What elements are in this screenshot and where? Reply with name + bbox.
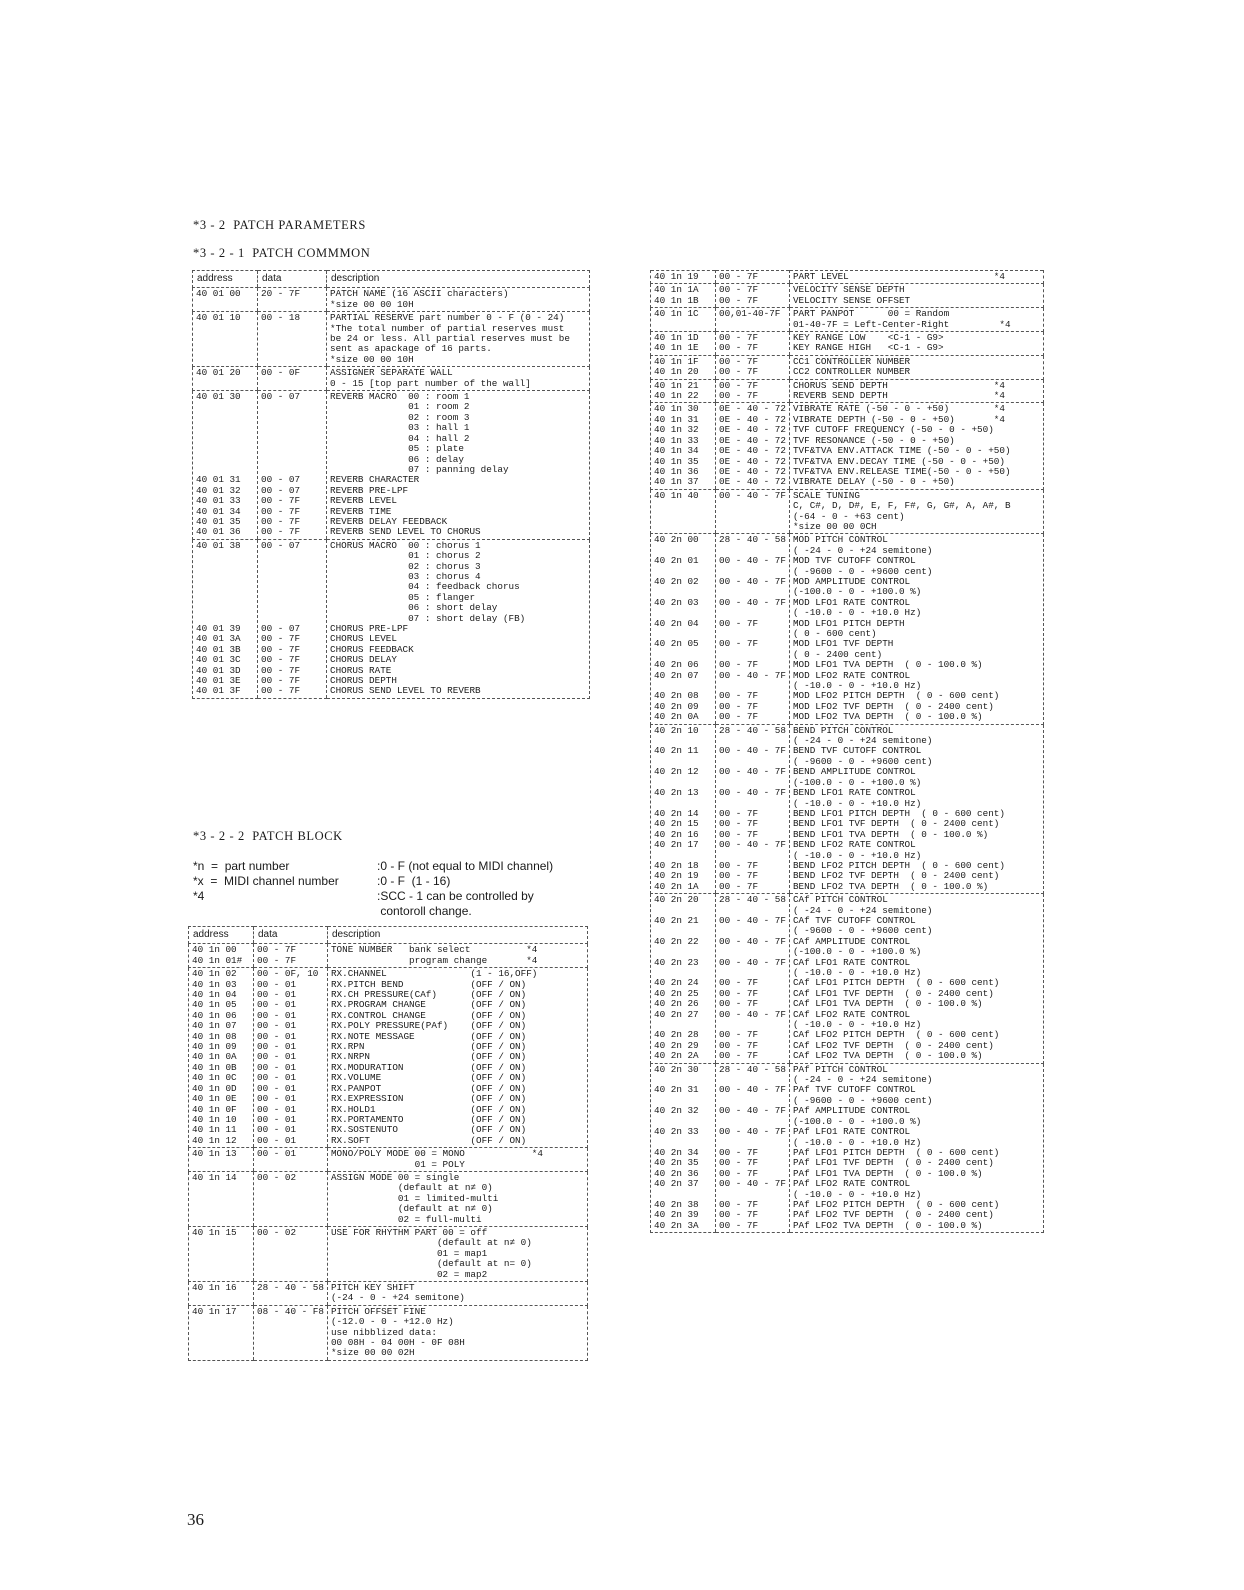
data-cell: 0E - 40 - 72 0E - 40 - 72 0E - 40 - 72 0E - 40 - 72 0E - 40 - 72 0E - 40 - 72 0E - 40 - 72 0E - 40 - 72 — [716, 403, 790, 489]
description-cell: PART PANPOT 00 = Random 01-40-7F = Left-Center-Right *4 — [789, 308, 1043, 332]
description-cell: VELOCITY SENSE DEPTH VELOCITY SENSE OFFSET — [789, 284, 1043, 308]
table-header-row — [189, 927, 588, 944]
address-cell: 40 1n 16 — [189, 1282, 254, 1306]
note-value: :0 - F (1 - 16) — [377, 874, 451, 888]
data-cell: 00 - 02 — [254, 1171, 328, 1226]
description-cell: REVERB MACRO 00 : room 1 01 : room 2 02 : room 3 03 : hall 1 04 : hall 2 05 : plate 06 : delay 07 : panning delay REVERB CHARACTER REVERB PRE-LPF REVERB LEVEL REVERB TIME REVERB DELAY FEEDBACK REVERB SEND LEVEL TO CHORUS — [327, 391, 590, 540]
table-row — [193, 367, 590, 391]
description-cell: RX.CHANNEL (1 - 16,OFF) RX.PITCH BEND (OFF / ON) RX.CH PRESSURE(CAf) (OFF / ON) RX.PROGRAM CHANGE (OFF / ON) RX.CONTROL CHANGE (OFF / ON) RX.POLY PRESSURE(PAf) (OFF / ON) RX.NOTE MESSAGE (OFF / ON) RX.RPN (OFF / ON) RX.NRPN (OFF / ON) RX.MODURATION (OFF / ON) RX.VOLUME (OFF / ON) RX.PANPOT (OFF / ON) RX.EXPRESSION (OFF / ON) RX.HOLD1 (OFF / ON) RX.PORTAMENTO (OFF / ON) RX.SOSTENUTO (OFF / ON) RX.SOFT (OFF / ON) — [327, 968, 587, 1148]
note-value: :SCC - 1 can be controlled by contoroll change. — [377, 889, 534, 918]
table-row — [651, 894, 1044, 1064]
address-cell: 40 1n 15 — [189, 1226, 254, 1281]
patch-block-table-continued — [650, 270, 1044, 1233]
description-cell: ASSIGN MODE 00 = single (default at n≠ 0) 01 = limited-multi (default at n≠ 0) 02 = full-multi — [327, 1171, 587, 1226]
description-cell: BEND PITCH CONTROL ( -24 - 0 - +24 semitone) BEND TVF CUTOFF CONTROL ( -9600 - 0 - +9600 cent) BEND AMPLITUDE CONTROL (-100.0 - 0 - +100.0 %) BEND LFO1 RATE CONTROL ( -10.0 - 0 - +10.0 Hz) BEND LFO1 PITCH DEPTH ( 0 - 600 cent) BEND LFO1 TVF DEPTH ( 0 - 2400 cent) BEND LFO1 TVA DEPTH ( 0 - 100.0 %) BEND LFO2 RATE CONTROL ( -10.0 - 0 - +10.0 Hz) BEND LFO2 PITCH DEPTH ( 0 - 600 cent) BEND LFO2 TVF DEPTH ( 0 - 2400 cent) BEND LFO2 TVA DEPTH ( 0 - 100.0 %) — [789, 724, 1043, 894]
data-cell: 00 - 7F 00 - 7F — [716, 284, 790, 308]
data-cell: 08 - 40 - F8 — [254, 1305, 328, 1360]
data-cell: 00 - 07 00 - 07 00 - 07 00 - 7F 00 - 7F 00 - 7F 00 - 7F — [258, 391, 327, 540]
data-cell: 00 - 7F 00 - 7F — [716, 355, 790, 379]
table-row — [651, 355, 1044, 379]
description-cell: CAf PITCH CONTROL ( -24 - 0 - +24 semitone) CAf TVF CUTOFF CONTROL ( -9600 - 0 - +9600 cent) CAf AMPLITUDE CONTROL (-100.0 - 0 - +100.0 %) CAf LFO1 RATE CONTROL ( -10.0 - 0 - +10.0 Hz) CAf LFO1 PITCH DEPTH ( 0 - 600 cent) CAf LFO1 TVF DEPTH ( 0 - 2400 cent) CAf LFO1 TVA DEPTH ( 0 - 100.0 %) CAf LFO2 RATE CONTROL ( -10.0 - 0 - +10.0 Hz) CAf LFO2 PITCH DEPTH ( 0 - 600 cent) CAf LFO2 TVF DEPTH ( 0 - 2400 cent) CAf LFO2 TVA DEPTH ( 0 - 100.0 %) — [789, 894, 1043, 1064]
table-row — [651, 1063, 1044, 1233]
table-row — [651, 489, 1044, 534]
description-cell: KEY RANGE LOW <C-1 - G9> KEY RANGE HIGH <C-1 - G9> — [789, 332, 1043, 356]
address-cell: 40 1n 13 — [189, 1148, 254, 1172]
data-cell: 00 - 02 — [254, 1226, 328, 1281]
address-cell: 40 2n 00 40 2n 01 40 2n 02 40 2n 03 40 2n 04 40 2n 05 40 2n 06 40 2n 07 40 2n 08 40 2n 09 40 2n 0A — [651, 534, 716, 724]
table-row — [189, 1226, 588, 1281]
address-cell: 40 01 38 40 01 39 40 01 3A 40 01 3B 40 01 3C 40 01 3D 40 01 3E 40 01 3F — [193, 539, 258, 698]
table-row — [651, 403, 1044, 489]
note-symbol: *x = MIDI channel number — [193, 874, 339, 888]
description-cell: CHORUS MACRO 00 : chorus 1 01 : chorus 2 02 : chorus 3 03 : chorus 4 04 : feedback chorus 05 : flanger 06 : short delay 07 : short delay (FB) CHORUS PRE-LPF CHORUS LEVEL CHORUS FEEDBACK CHORUS DELAY CHORUS RATE CHORUS DEPTH CHORUS SEND LEVEL TO REVERB — [327, 539, 590, 698]
patch-block-table — [188, 926, 588, 1361]
address-cell: 40 1n 1A 40 1n 1B — [651, 284, 716, 308]
address-cell: 40 2n 10 40 2n 11 40 2n 12 40 2n 13 40 2n 14 40 2n 15 40 2n 16 40 2n 17 40 2n 18 40 2n 19 40 2n 1A — [651, 724, 716, 894]
address-cell: 40 1n 1F 40 1n 20 — [651, 355, 716, 379]
description-cell: SCALE TUNING C, C#, D, D#, E, F, F#, G, G#, A, A#, B (-64 - 0 - +63 cent) *size 00 00 0CH — [789, 489, 1043, 534]
table-row — [193, 391, 590, 540]
section-heading-patch-parameters: *3 - 2 PATCH PARAMETERS — [193, 218, 366, 232]
table-row — [651, 332, 1044, 356]
data-cell: 00 - 7F 00 - 7F — [716, 332, 790, 356]
address-cell: 40 2n 30 40 2n 31 40 2n 32 40 2n 33 40 2n 34 40 2n 35 40 2n 36 40 2n 37 40 2n 38 40 2n 39 40 2n 3A — [651, 1063, 716, 1233]
address-cell: 40 1n 1D 40 1n 1E — [651, 332, 716, 356]
note-symbol: *4 — [193, 889, 205, 903]
data-cell: 28 - 40 - 58 00 - 40 - 7F 00 - 40 - 7F 00 - 40 - 7F 00 - 7F 00 - 7F 00 - 7F 00 - 40 - 7F 00 - 7F 00 - 7F 00 - 7F — [716, 534, 790, 724]
data-cell: 00 - 18 — [258, 312, 327, 367]
description-cell: MOD PITCH CONTROL ( -24 - 0 - +24 semitone) MOD TVF CUTOFF CONTROL ( -9600 - 0 - +9600 cent) MOD AMPLITUDE CONTROL (-100.0 - 0 - +100.0 %) MOD LFO1 RATE CONTROL ( -10.0 - 0 - +10.0 Hz) MOD LFO1 PITCH DEPTH ( 0 - 600 cent) MOD LFO1 TVF DEPTH ( 0 - 2400 cent) MOD LFO1 TVA DEPTH ( 0 - 100.0 %) MOD LFO2 RATE CONTROL ( -10.0 - 0 - +10.0 Hz) MOD LFO2 PITCH DEPTH ( 0 - 600 cent) MOD LFO2 TVF DEPTH ( 0 - 2400 cent) MOD LFO2 TVA DEPTH ( 0 - 100.0 %) — [789, 534, 1043, 724]
description-cell: CC1 CONTROLLER NUMBER CC2 CONTROLLER NUMBER — [789, 355, 1043, 379]
data-cell: 00 - 7F — [716, 271, 790, 284]
address-cell: 40 01 00 — [193, 288, 258, 312]
data-cell: 00 - 07 00 - 07 00 - 7F 00 - 7F 00 - 7F 00 - 7F 00 - 7F 00 - 7F — [258, 539, 327, 698]
description-cell: PITCH OFFSET FINE (-12.0 - 0 - +12.0 Hz) use nibblized data: 00 08H - 04 00H - 0F 08H *size 00 00 02H — [327, 1305, 587, 1360]
address-cell: 40 01 10 — [193, 312, 258, 367]
table-row — [651, 534, 1044, 724]
address-cell: 40 01 20 — [193, 367, 258, 391]
address-cell: 40 1n 14 — [189, 1171, 254, 1226]
description-cell: PITCH KEY SHIFT (-24 - 0 - +24 semitone) — [327, 1282, 587, 1306]
description-cell: PATCH NAME (16 ASCII characters) *size 00 00 10H — [327, 288, 590, 312]
note-symbol: *n = part number — [193, 859, 290, 873]
data-cell: 00,01-40-7F — [716, 308, 790, 332]
description-cell: PAf PITCH CONTROL ( -24 - 0 - +24 semitone) PAf TVF CUTOFF CONTROL ( -9600 - 0 - +9600 cent) PAf AMPLITUDE CONTROL (-100.0 - 0 - +100.0 %) PAf LFO1 RATE CONTROL ( -10.0 - 0 - +10.0 Hz) PAf LFO1 PITCH DEPTH ( 0 - 600 cent) PAf LFO1 TVF DEPTH ( 0 - 2400 cent) PAf LFO1 TVA DEPTH ( 0 - 100.0 %) PAf LFO2 RATE CONTROL ( -10.0 - 0 - +10.0 Hz) PAf LFO2 PITCH DEPTH ( 0 - 600 cent) PAf LFO2 TVF DEPTH ( 0 - 2400 cent) PAf LFO2 TVA DEPTH ( 0 - 100.0 %) — [789, 1063, 1043, 1233]
address-cell: 40 1n 19 — [651, 271, 716, 284]
description-cell: CHORUS SEND DEPTH *4 REVERB SEND DEPTH *4 — [789, 379, 1043, 403]
table-row — [651, 724, 1044, 894]
data-cell: 00 - 0F — [258, 367, 327, 391]
header-description: description — [327, 271, 590, 288]
description-cell: ASSIGNER SEPARATE WALL 0 - 15 [top part number of the wall] — [327, 367, 590, 391]
description-cell: USE FOR RHYTHM PART 00 = off (default at n≠ 0) 01 = map1 (default at n= 0) 02 = map2 — [327, 1226, 587, 1281]
header-data: data — [258, 271, 327, 288]
data-cell: 00 - 7F 00 - 7F — [716, 379, 790, 403]
address-cell: 40 1n 00 40 1n 01# — [189, 944, 254, 968]
data-cell: 00 - 01 — [254, 1148, 328, 1172]
address-cell: 40 1n 30 40 1n 31 40 1n 32 40 1n 33 40 1n 34 40 1n 35 40 1n 36 40 1n 37 — [651, 403, 716, 489]
data-cell: 28 - 40 - 58 00 - 40 - 7F 00 - 40 - 7F 00 - 40 - 7F 00 - 7F 00 - 7F 00 - 7F 00 - 40 - 7F 00 - 7F 00 - 7F 00 - 7F — [716, 894, 790, 1064]
data-cell: 00 - 0F, 10 00 - 01 00 - 01 00 - 01 00 - 01 00 - 01 00 - 01 00 - 01 00 - 01 00 - 01 00 - 01 00 - 01 00 - 01 00 - 01 00 - 01 00 - 01 00 - 01 — [254, 968, 328, 1148]
table-row — [193, 312, 590, 367]
header-address: address — [193, 271, 258, 288]
section-heading-patch-common: *3 - 2 - 1 PATCH COMMMON — [193, 246, 371, 260]
table-header-row — [193, 271, 590, 288]
data-cell: 20 - 7F — [258, 288, 327, 312]
address-cell: 40 1n 02 40 1n 03 40 1n 04 40 1n 05 40 1n 06 40 1n 07 40 1n 08 40 1n 09 40 1n 0A 40 1n 0B 40 1n 0C 40 1n 0D 40 1n 0E 40 1n 0F 40 1n 10 40 1n 11 40 1n 12 — [189, 968, 254, 1148]
header-address: address — [189, 927, 254, 944]
table-row — [193, 539, 590, 698]
section-heading-patch-block: *3 - 2 - 2 PATCH BLOCK — [193, 829, 343, 843]
table-row — [651, 379, 1044, 403]
table-row — [189, 1171, 588, 1226]
table-row — [193, 288, 590, 312]
table-row — [189, 1148, 588, 1172]
patch-common-table — [192, 270, 590, 699]
address-cell: 40 1n 40 — [651, 489, 716, 534]
table-row — [651, 308, 1044, 332]
address-cell: 40 01 30 40 01 31 40 01 32 40 01 33 40 01 34 40 01 35 40 01 36 — [193, 391, 258, 540]
table-row — [189, 1305, 588, 1360]
header-description: description — [327, 927, 587, 944]
address-cell: 40 1n 17 — [189, 1305, 254, 1360]
table-row — [189, 944, 588, 968]
table-row — [189, 968, 588, 1148]
description-cell: PARTIAL RESERVE part number 0 - F (0 - 24) *The total number of partial reserves must be 24 or less. All partial reserves must be sent as apackage of 16 parts. *size 00 00 10H — [327, 312, 590, 367]
table-row — [651, 271, 1044, 284]
address-cell: 40 1n 21 40 1n 22 — [651, 379, 716, 403]
page-number: 36 — [187, 1510, 204, 1529]
description-cell: TONE NUMBER bank select *4 program change *4 — [327, 944, 587, 968]
data-cell: 00 - 40 - 7F — [716, 489, 790, 534]
table-row — [651, 284, 1044, 308]
description-cell: VIBRATE RATE (-50 - 0 - +50) *4 VIBRATE DEPTH (-50 - 0 - +50) *4 TVF CUTOFF FREQUENCY (-50 - 0 - +50) TVF RESONANCE (-50 - 0 - +50) TVF&TVA ENV.ATTACK TIME (-50 - 0 - +50) TVF&TVA ENV.DECAY TIME (-50 - 0 - +50) TVF&TVA ENV.RELEASE TIME(-50 - 0 - +50) VIBRATE DELAY (-50 - 0 - +50) — [789, 403, 1043, 489]
description-cell: MONO/POLY MODE 00 = MONO *4 01 = POLY — [327, 1148, 587, 1172]
header-data: data — [254, 927, 328, 944]
data-cell: 00 - 7F 00 - 7F — [254, 944, 328, 968]
data-cell: 28 - 40 - 58 — [254, 1282, 328, 1306]
data-cell: 28 - 40 - 58 00 - 40 - 7F 00 - 40 - 7F 00 - 40 - 7F 00 - 7F 00 - 7F 00 - 7F 00 - 40 - 7F 00 - 7F 00 - 7F 00 - 7F — [716, 1063, 790, 1233]
note-value: :0 - F (not equal to MIDI channel) — [377, 859, 554, 873]
table-row — [189, 1282, 588, 1306]
description-cell: PART LEVEL *4 — [789, 271, 1043, 284]
data-cell: 28 - 40 - 58 00 - 40 - 7F 00 - 40 - 7F 00 - 40 - 7F 00 - 7F 00 - 7F 00 - 7F 00 - 40 - 7F 00 - 7F 00 - 7F 00 - 7F — [716, 724, 790, 894]
address-cell: 40 2n 20 40 2n 21 40 2n 22 40 2n 23 40 2n 24 40 2n 25 40 2n 26 40 2n 27 40 2n 28 40 2n 29 40 2n 2A — [651, 894, 716, 1064]
address-cell: 40 1n 1C — [651, 308, 716, 332]
